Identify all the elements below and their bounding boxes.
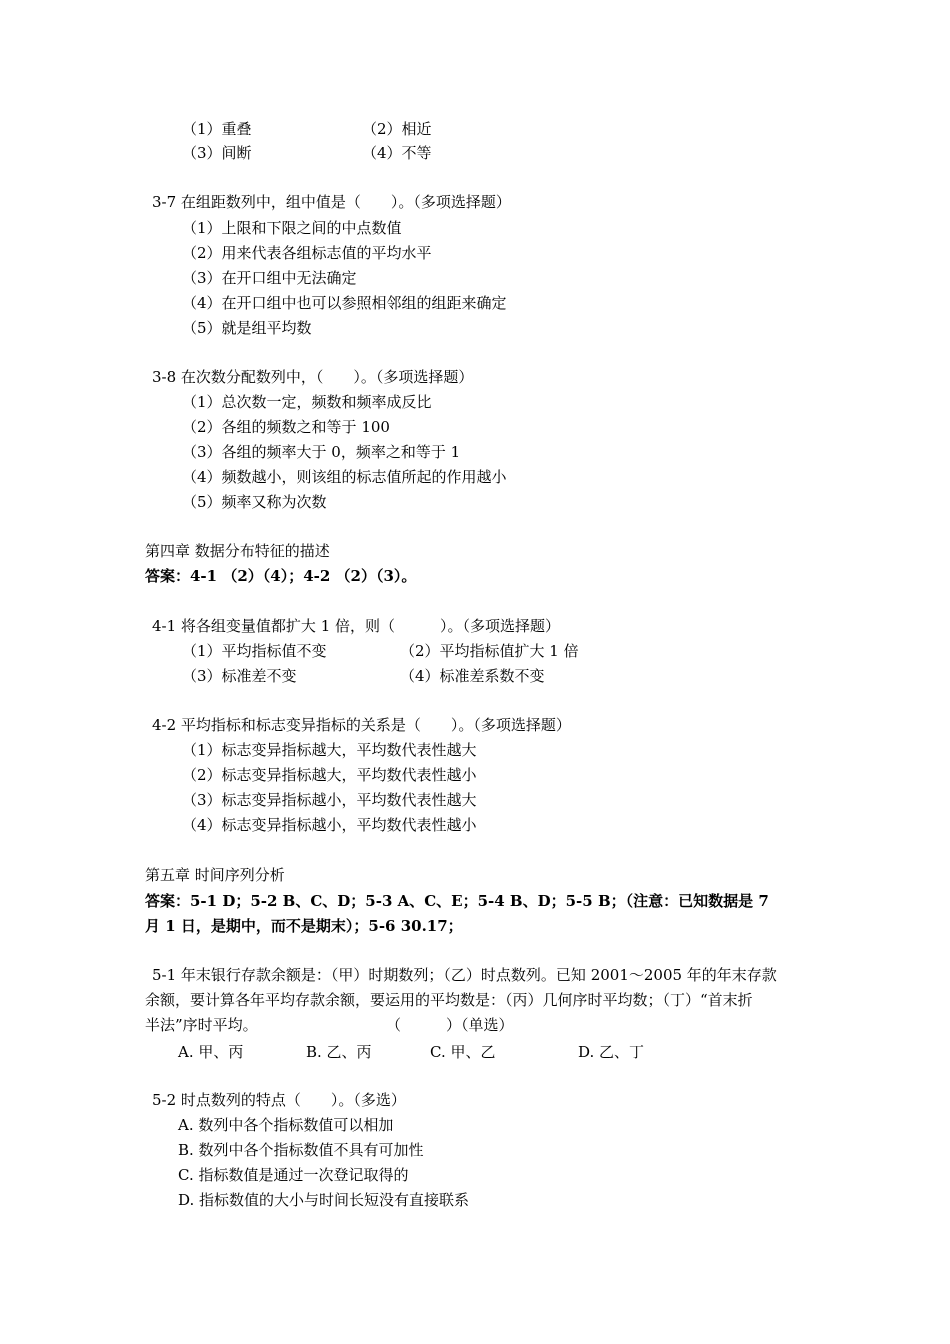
question-3-7-option-3: （3）在开口组中无法确定 bbox=[182, 269, 357, 287]
question-5-2-stem: 5-2 时点数列的特点（ ）。（多选） bbox=[152, 1091, 406, 1109]
question-3-8-option-1: （1）总次数一定，频数和频率成反比 bbox=[182, 393, 432, 411]
question-5-1-line-3: 半法”序时平均。 bbox=[145, 1016, 258, 1034]
question-5-2-option-b: B. 数列中各个指标数值不具有可加性 bbox=[178, 1141, 424, 1159]
question-4-2-option-1: （1）标志变异指标越大，平均数代表性越大 bbox=[182, 741, 477, 759]
chapter-4-answer: 答案：4-1 （2）（4）；4-2 （2）（3）。 bbox=[145, 567, 417, 585]
option-unequal: （4）不等 bbox=[362, 144, 432, 162]
question-3-7-option-4: （4）在开口组中也可以参照相邻组的组距来确定 bbox=[182, 294, 507, 312]
question-5-2-option-a: A. 数列中各个指标数值可以相加 bbox=[178, 1116, 394, 1134]
question-3-8-option-2: （2）各组的频数之和等于 100 bbox=[182, 418, 390, 436]
question-4-2-option-4: （4）标志变异指标越小，平均数代表性越小 bbox=[182, 816, 477, 834]
question-4-1-option-4: （4）标准差系数不变 bbox=[400, 667, 545, 685]
question-4-2-option-3: （3）标志变异指标越小，平均数代表性越大 bbox=[182, 791, 477, 809]
question-3-7-stem: 3-7 在组距数列中，组中值是（ ）。（多项选择题） bbox=[152, 193, 511, 211]
question-3-8-option-4: （4）频数越小，则该组的标志值所起的作用越小 bbox=[182, 468, 507, 486]
question-3-7-option-1: （1）上限和下限之间的中点数值 bbox=[182, 219, 402, 237]
question-4-1-option-2: （2）平均指标值扩大 1 倍 bbox=[400, 642, 579, 660]
question-3-8-option-3: （3）各组的频率大于 0，频率之和等于 1 bbox=[182, 443, 461, 461]
question-3-8-stem: 3-8 在次数分配数列中，（ ）。（多项选择题） bbox=[152, 368, 474, 386]
question-5-1-line-1: 5-1 年末银行存款余额是：（甲）时期数列；（乙）时点数列。已知 2001～2005 年的年末存款 bbox=[152, 966, 777, 984]
question-5-1-answer-blank: （ ）（单选） bbox=[386, 1016, 514, 1034]
question-5-2-option-d: D. 指标数值的大小与时间长短没有直接联系 bbox=[178, 1191, 470, 1209]
question-4-1-option-1: （1）平均指标值不变 bbox=[182, 642, 327, 660]
question-5-1-line-2: 余额，要计算各年平均存款余额，要运用的平均数是：（丙）几何序时平均数；（丁）“首末折 bbox=[145, 991, 753, 1009]
question-4-2-option-2: （2）标志变异指标越大，平均数代表性越小 bbox=[182, 766, 477, 784]
question-3-8-option-5: （5）频率又称为次数 bbox=[182, 493, 327, 511]
question-5-2-option-c: C. 指标数值是通过一次登记取得的 bbox=[178, 1166, 409, 1184]
option-similar: （2）相近 bbox=[362, 120, 432, 138]
chapter-4-title: 第四章 数据分布特征的描述 bbox=[145, 542, 330, 560]
question-3-7-option-5: （5）就是组平均数 bbox=[182, 319, 312, 337]
chapter-5-title: 第五章 时间序列分析 bbox=[145, 866, 285, 884]
question-5-1-option-d: D. 乙、丁 bbox=[578, 1043, 645, 1061]
question-3-7-option-2: （2）用来代表各组标志值的平均水平 bbox=[182, 244, 432, 262]
question-4-1-option-3: （3）标准差不变 bbox=[182, 667, 297, 685]
question-4-2-stem: 4-2 平均指标和标志变异指标的关系是（ ）。（多项选择题） bbox=[152, 716, 571, 734]
option-overlap: （1）重叠 bbox=[182, 120, 252, 138]
question-5-1-option-b: B. 乙、丙 bbox=[306, 1043, 372, 1061]
question-4-1-stem: 4-1 将各组变量值都扩大 1 倍，则（ ）。（多项选择题） bbox=[152, 617, 561, 635]
question-5-1-option-a: A. 甲、丙 bbox=[178, 1043, 244, 1061]
option-interrupted: （3）间断 bbox=[182, 144, 252, 162]
question-5-1-option-c: C. 甲、乙 bbox=[430, 1043, 496, 1061]
chapter-5-answer-line-2: 月 1 日，是期中，而不是期末）；5-6 30.17； bbox=[145, 917, 463, 935]
chapter-5-answer-line-1: 答案：5-1 D；5-2 B、C、D；5-3 A、C、E；5-4 B、D；5-5 B；（注意：已知数据是 7 bbox=[145, 892, 769, 910]
